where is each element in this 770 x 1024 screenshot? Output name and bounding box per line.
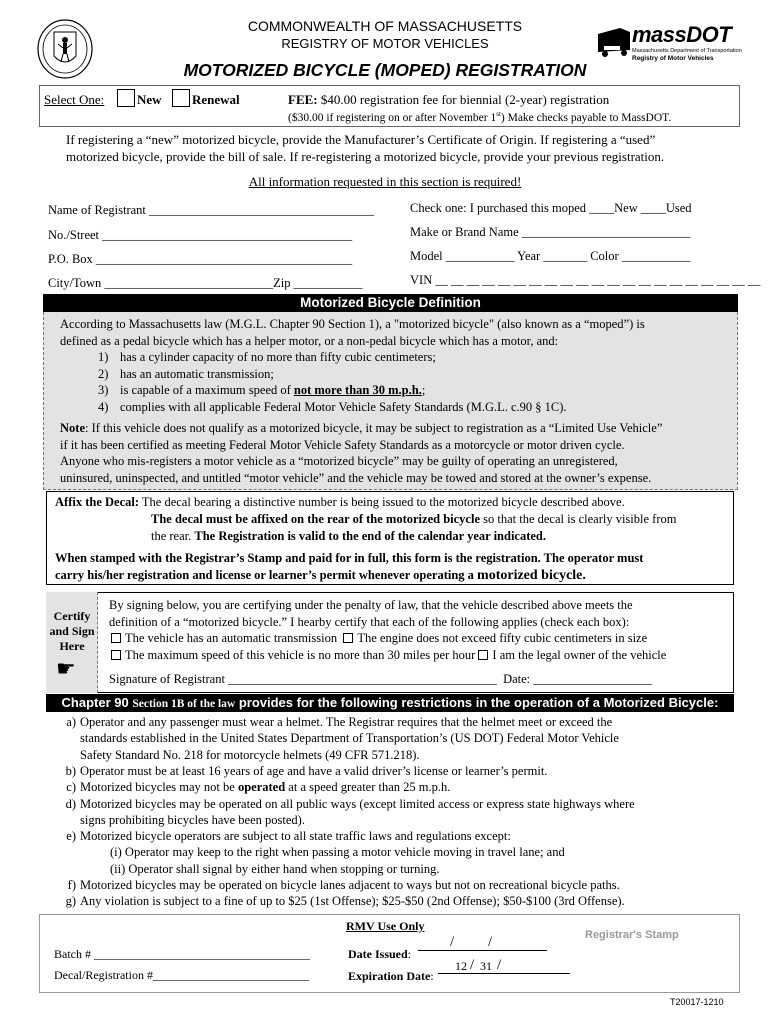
fee-text: $40.00 registration fee for biennial (2-year) registration: [320, 92, 610, 107]
list-item: 2) has an automatic transmission;: [98, 366, 274, 381]
definition-list: [98, 349, 768, 415]
field-purchase[interactable]: Check one: I purchased this moped ____New ____Used: [410, 201, 692, 215]
logo-sub1: Massachusetts Department of Transportation: [632, 48, 742, 54]
logo-sub2: Registry of Motor Vehicles: [632, 55, 714, 62]
renewal-label: Renewal: [192, 92, 240, 107]
field-model-year-color[interactable]: Model ___________ Year _______ Color ___________: [410, 249, 691, 263]
signature-field[interactable]: Signature of Registrant ___________________________________________: [109, 672, 497, 686]
expiration-slash: /: [470, 957, 475, 973]
registration-warning: When stamped with the Registrar’s Stamp and paid for in full, this form is the registration. The operator must carry his/her registration and license or learner’s permit whenever operating a motorized bicycle.: [55, 551, 644, 583]
expiration-day: 31: [480, 959, 492, 973]
rmv-use-only: RMV Use Only: [346, 919, 425, 933]
list-item: e) Motorized bicycle operators are subject to all state traffic laws and regulations except:: [66, 829, 511, 844]
page-title: MOTORIZED BICYCLE (MOPED) REGISTRATION: [183, 60, 587, 80]
chapter-heading: Chapter 90 Section 1B of the law provides for the following restrictions in the operation of a Motorized Bicycle:: [46, 694, 734, 712]
truck-icon: [596, 26, 632, 58]
state-seal: [36, 18, 94, 80]
fee-line: [288, 92, 609, 108]
seal-icon: [36, 18, 94, 80]
list-item: c) Motorized bicycles may not be operated at a speed greater than 25 m.p.h.: [66, 780, 451, 795]
list-item: g) Any violation is subject to a fine of up to $25 (1st Offense); $25-$50 (2nd Offense); $50-$100 (3rd Offense).: [65, 894, 625, 909]
pointing-hand-icon: ☛: [56, 656, 76, 681]
intro-text: If registering a “new” motorized bicycle, provide the Manufacturer’s Certificate of Origin. If registering a “used” motorized bicycle, provide the bill of sale. If re-registering a motorized bicycle, provide your previous registration.: [66, 132, 665, 164]
checkbox-engine-50cc[interactable]: [343, 633, 353, 643]
batch-field[interactable]: Batch # ____________________________________: [54, 947, 310, 961]
list-item: d) Motorized bicycles may be operated on all public ways (except limited access or express state highways where: [65, 796, 635, 811]
fee-label: FEE:: [288, 92, 318, 107]
certify-side-label: Certify and Sign Here: [49, 609, 95, 653]
certify-text: By signing below, you are certifying under the penalty of law, that the vehicle described above meets the definition of a “motorized bicycle.” I hearby certify that each of the following applies (check each box): The vehicle has an automatic transmission The engine does not exceed fifty cubic centimeters in size The maximum speed of this vehicle is no more than 30 miles per hour I am the legal owner of the vehicle Signature of Registrant ___________________________________________ Date: ___________________: [109, 598, 667, 686]
field-vin[interactable]: VIN __ __ __ __ __ __ __ __ __ __ __ __ __ __ __ __ __ __ __ __ __: [410, 273, 761, 287]
required-notice: All information requested in this section is required!: [248, 174, 522, 189]
expiration-slash-2: /: [497, 957, 502, 973]
expiration-label: Expiration Date:: [348, 969, 434, 983]
checkbox-auto-transmission[interactable]: [111, 633, 121, 643]
definition-text: According to Massachusetts law (M.G.L. Chapter 90 Section 1), a "motorized bicycle" (also known as a “moped”) is defined as a pedal bicycle which has a helper motor, or a non-pedal bicycle which has a motor, and: 1) has a cylinder capacity of no more than fifty cubic centimeters; 2) has an automatic transmission; 3) is capable of a maximum speed of not more than 30 m.p.h.; 4) complies with all applicable Federal Motor Vehicle Safety Standards (M.G.L. c.90 § 1C). Note: If this vehicle does not qualify as a motorized bicycle, it may be subject to registration as a “Limited Use Vehicle” if it has been certified as meeting Federal Motor Vehicle Safety Standards as a motorcycle or motor driven cycle. Anyone who mis-registers a motor vehicle as a “motorized bicycle” may be guilty of operating an unregistered, uninsured, uninspected, and untitled “motor vehicle” and the vehicle may be towed and stored at the owner’s expense.: [60, 316, 730, 486]
form-number: T20017-1210: [670, 997, 724, 1007]
checkbox-max-speed[interactable]: [111, 650, 121, 660]
field-city-zip[interactable]: City/Town ___________________________Zip ___________: [48, 276, 363, 290]
list-item: 3) is capable of a maximum speed of not more than 30 m.p.h.;: [98, 383, 426, 397]
decal-text: Affix the Decal: The decal bearing a distinctive number is being issued to the motorized bicycle described above. The decal must be affixed on the rear of the motorized bicycle so that the decal is clearly visible from the rear. The Registration is valid to the end of the calendar year indicated.: [55, 495, 677, 543]
date-issued-slash-1: /: [450, 934, 455, 950]
list-item: 4) complies with all applicable Federal Motor Vehicle Safety Standards (M.G.L. c.90 § 1C).: [98, 399, 567, 414]
expiration-month: 12: [455, 959, 467, 973]
logo-name: massDOT: [632, 22, 732, 47]
field-make[interactable]: Make or Brand Name ___________________________: [410, 225, 691, 239]
date-field[interactable]: Date: ___________________: [503, 672, 653, 686]
fee-note: ($30.00 if registering on or after November 1st) Make checks payable to MassDOT.: [288, 110, 672, 124]
agency-name: [200, 18, 570, 52]
header-line1: COMMONWEALTH OF MASSACHUSETTS: [247, 18, 523, 34]
date-issued-label: Date Issued:: [348, 947, 412, 961]
new-checkbox[interactable]: [117, 89, 135, 107]
field-pobox[interactable]: P.O. Box _________________________________________: [48, 252, 353, 266]
date-issued-line[interactable]: [418, 948, 547, 951]
field-name[interactable]: Name of Registrant ____________________________________: [48, 203, 375, 217]
list-item: f) Motorized bicycles may be operated on bicycle lanes adjacent to ways but not on recreational bicycle paths.: [67, 878, 620, 892]
definition-heading: Motorized Bicycle Definition: [43, 294, 738, 312]
chapter-list: a) Operator and any passenger must wear a helmet. The Registrar requires that the helmet meet or exceed the standards established in the United States Department of Transportation’s (US DOT) Federal Motor Vehicle Safety Standard No. 218 for motorcycle helmets (49 CFR 571.218). b) Operator must be at least 16 years of age and have a valid driver’s license or learner’s permit. c) Motorized bicycles may not be operated at a speed greater than 25 m.p.h. d) Motorized bicycles may be operated on all public ways (except limited access or express state highways where signs prohibiting bicycles have been posted). e) Motorized bicycle operators are subject to all state traffic laws and regulations except: (i) Operator may keep to the right when passing a motor vehicle moving in travel lane; and (ii) Operator shall signal by either hand when stopping or turning. f) Motorized bicycles may be operated on bicycle lanes adjacent to ways but not on recreational bicycle paths. g) Any violation is subject to a fine of up to $25 (1st Offense); $25-$50 (2nd Offense); $50-$100 (3rd Offense).: [50, 714, 740, 914]
header-line2: REGISTRY OF MOTOR VEHICLES: [281, 36, 489, 51]
registrar-stamp-label: Registrar's Stamp: [585, 929, 679, 941]
list-item: b) Operator must be at least 16 years of age and have a valid driver’s license or learner’s permit.: [65, 763, 548, 778]
date-issued-slash-2: /: [488, 934, 493, 950]
select-label: Select One:: [44, 92, 105, 107]
renewal-checkbox[interactable]: [172, 89, 190, 107]
field-street[interactable]: No./Street ________________________________________: [48, 228, 353, 242]
list-item: a) Operator and any passenger must wear a helmet. The Registrar requires that the helmet meet or exceed the: [66, 715, 613, 729]
new-label: New: [137, 92, 162, 107]
decal-registration-field[interactable]: Decal/Registration #__________________________: [54, 968, 309, 982]
checkbox-legal-owner[interactable]: [478, 650, 488, 660]
list-item: 1) has a cylinder capacity of no more than fifty cubic centimeters;: [98, 350, 436, 364]
